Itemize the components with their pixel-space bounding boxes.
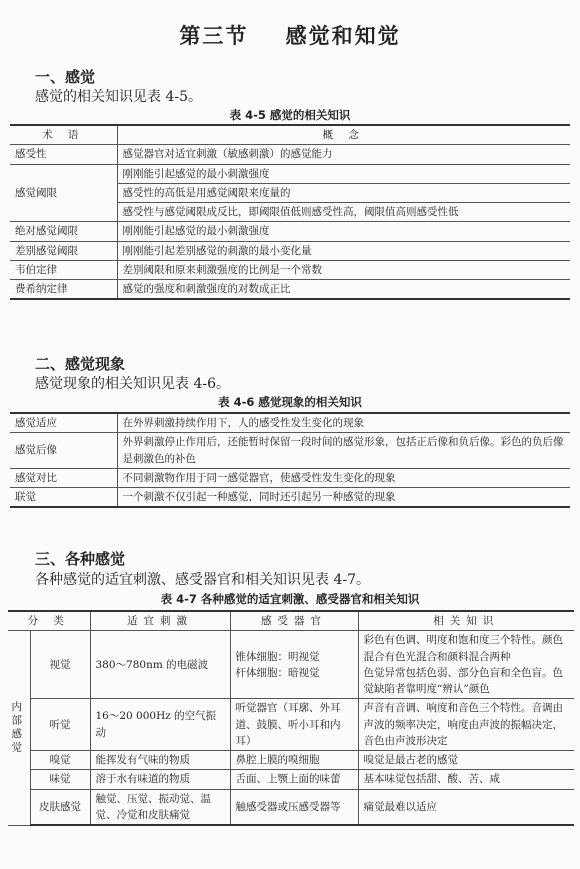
table-header-knowledge: 相关知识 [358, 611, 574, 631]
table-header-term: 术 语 [10, 125, 117, 145]
section-heading-senses: 三、各种感觉 [35, 550, 126, 568]
table-row [10, 164, 570, 183]
table-header-stimulus: 适宜刺激 [90, 611, 230, 631]
organ-cell: 触感受器或压感受器等 [230, 789, 358, 825]
knowledge-cell: 彩色有色调、明度和饱和度三个特性。颜色混合有色光混合和颜料混合两种 色觉异常包括色弱、部分色盲和全色盲。色觉缺陷者靠明度“辨认”颜色 [358, 631, 574, 699]
definition-cell: 外界刺激停止作用后，还能暂时保留一段时间的感觉形象，包括正后像和负后像。彩色的负后像是刺激色的补色 [117, 433, 570, 469]
definition-cell: 刚刚能引起感觉的最小刺激强度 [117, 164, 570, 183]
table-row [10, 413, 570, 433]
definition-cell: 一个刺激不仅引起一种感觉，同时还引起另一种感觉的现象 [117, 488, 570, 508]
section-heading-phenomena: 二、感觉现象 [35, 355, 126, 373]
table-header-category: 分 类 [8, 611, 90, 631]
term-cell: 联觉 [10, 488, 117, 508]
table-row [8, 699, 574, 751]
sense-name: 听觉 [30, 699, 90, 751]
term-cell: 韦伯定律 [10, 260, 117, 279]
table-row [10, 222, 570, 241]
stimulus-cell: 16～20 000Hz 的空气振动 [90, 699, 230, 751]
term-cell: 绝对感觉阈限 [10, 222, 117, 241]
sense-name: 皮肤感觉 [30, 789, 90, 825]
table-header-concept: 概 念 [117, 125, 570, 145]
definition-cell: 感受性与感觉阈限成反比，即阈限值低则感受性高，阈限值高则感受性低 [117, 203, 570, 222]
page-title: 第三节 感觉和知觉 [179, 23, 401, 48]
term-cell: 感觉后像 [10, 433, 117, 469]
table-row [8, 770, 574, 789]
definition-cell: 感觉的强度和刺激强度的对数成正比 [117, 280, 570, 300]
knowledge-cell: 痛觉最难以适应 [358, 789, 574, 825]
organ-cell: 舌面、上颚上面的味蕾 [230, 770, 358, 789]
sense-name: 味觉 [30, 770, 90, 789]
table-caption-4-5: 表 4-5 感觉的相关知识 [229, 108, 351, 122]
definition-cell: 在外界刺激持续作用下，人的感受性发生变化的现象 [117, 413, 570, 433]
term-cell: 感觉适应 [10, 413, 117, 433]
section-intro-senses: 各种感觉的适宜刺激、感受器官和相关知识见表 4-7。 [35, 572, 370, 588]
table-row [10, 260, 570, 279]
table-row [10, 488, 570, 508]
section-intro-phenomena: 感觉现象的相关知识见表 4-6。 [35, 376, 230, 392]
term-cell: 差别感觉阈限 [10, 241, 117, 260]
term-cell: 费希纳定律 [10, 280, 117, 300]
table-row [8, 751, 574, 770]
stimulus-cell: 380～780nm 的电磁波 [90, 631, 230, 699]
table-row [10, 433, 570, 469]
sense-name: 视觉 [30, 631, 90, 699]
organ-cell: 鼻腔上膜的嗅细胞 [230, 751, 358, 770]
table-row [10, 468, 570, 487]
table-caption-4-7: 表 4-7 各种感觉的适宜刺激、感受器官和相关知识 [160, 592, 420, 606]
table-header-organ: 感受器官 [230, 611, 358, 631]
term-cell: 感觉阈限 [10, 164, 117, 222]
group-cell [8, 631, 30, 825]
table-row [8, 789, 574, 825]
table-row [8, 631, 574, 699]
knowledge-cell: 嗅觉是最古老的感觉 [358, 751, 574, 770]
term-cell: 感觉对比 [10, 468, 117, 487]
organ-cell: 听觉器官（耳廓、外耳道、鼓膜、听小耳和内耳） [230, 699, 358, 751]
definition-cell: 感受性的高低是用感觉阈限来度量的 [117, 183, 570, 202]
table-caption-4-6: 表 4-6 感觉现象的相关知识 [218, 395, 362, 409]
definition-cell: 刚刚能引起感觉的最小刺激强度 [117, 222, 570, 241]
stimulus-cell: 溶于水有味道的物质 [90, 770, 230, 789]
term-cell: 感受性 [10, 145, 117, 164]
table-row [10, 241, 570, 260]
knowledge-cell: 声音有音调、响度和音色三个特性。音调由声波的频率决定，响度由声波的振幅决定，音色由声波形决定 [358, 699, 574, 751]
section-intro-sensation: 感觉的相关知识见表 4-5。 [35, 89, 202, 105]
stimulus-cell: 触觉、压觉、振动觉、温觉、冷觉和皮肤痛觉 [90, 789, 230, 825]
definition-cell: 感觉器官对适宜刺激（敏感刺激）的感觉能力 [117, 145, 570, 164]
table-4-5 [10, 124, 570, 300]
section-heading-sensation: 一、感觉 [35, 68, 96, 86]
group-label: 内部感觉 [10, 700, 23, 755]
knowledge-cell: 基本味觉包括甜、酸、苦、咸 [358, 770, 574, 789]
stimulus-cell: 能挥发有气味的物质 [90, 751, 230, 770]
organ-cell: 锥体细胞：明视觉 杆体细胞：暗视觉 [230, 631, 358, 699]
table-4-7 [8, 610, 574, 826]
sense-name: 嗅觉 [30, 751, 90, 770]
definition-cell: 不同刺激物作用于同一感觉器官，使感受性发生变化的现象 [117, 468, 570, 487]
table-row [10, 145, 570, 164]
definition-cell: 刚刚能引起差别感觉的刺激的最小变化量 [117, 241, 570, 260]
table-row [10, 280, 570, 300]
definition-cell: 差别阈限和原来刺激强度的比例是一个常数 [117, 260, 570, 279]
table-4-6 [10, 412, 570, 508]
